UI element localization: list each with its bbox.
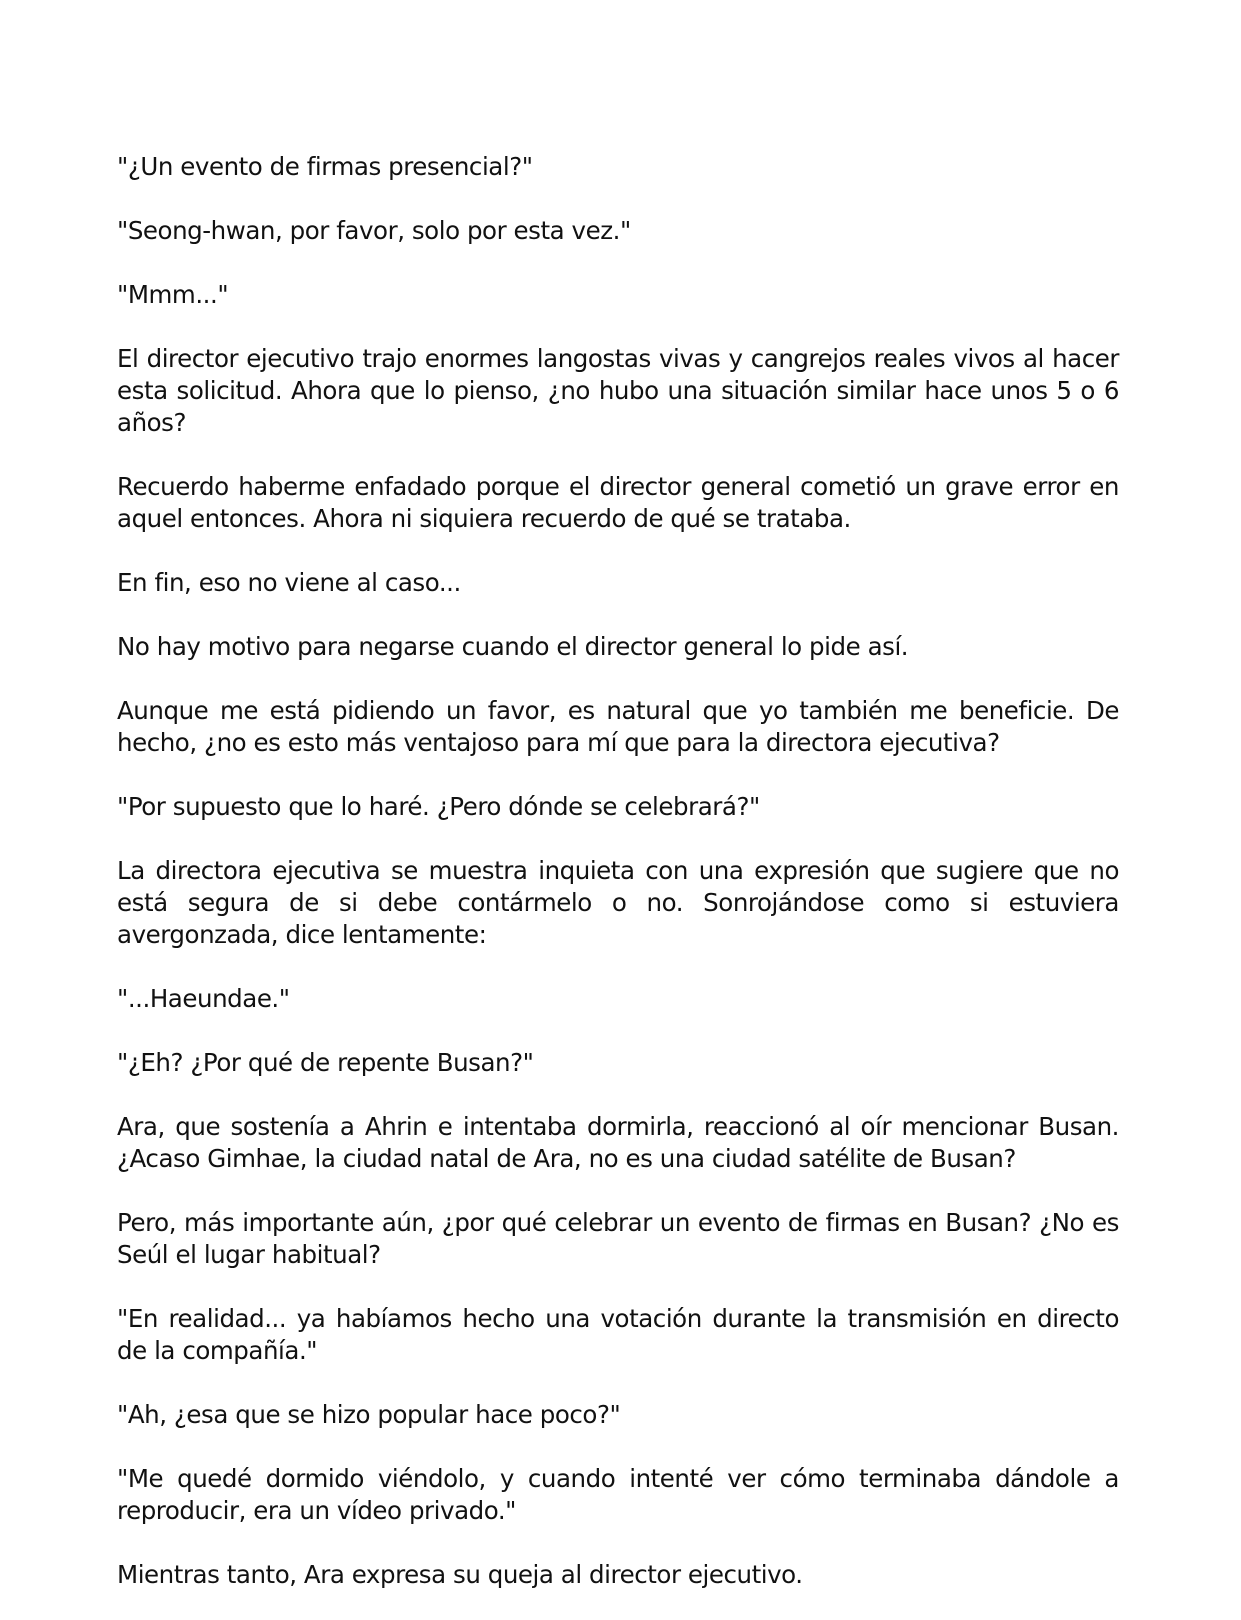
paragraph-9: "Por supuesto que lo haré. ¿Pero dónde se celebrará?"	[117, 792, 760, 821]
paragraph-16: "Ah, ¿esa que se hizo popular hace poco?"	[117, 1400, 621, 1429]
paragraph-8: Aunque me está pidiendo un favor, es natural que yo también me beneficie. De hecho, ¿no es esto más ventajoso para mí que para la directora ejecutiva?	[117, 696, 1119, 757]
paragraph-4: El director ejecutivo trajo enormes langostas vivas y cangrejos reales vivos al hacer esta solicitud. Ahora que lo pienso, ¿no hubo una situación similar hace unos 5 o 6 años?	[117, 344, 1119, 437]
paragraph-13: Ara, que sostenía a Ahrin e intentaba dormirla, reaccionó al oír mencionar Busan. ¿Acaso Gimhae, la ciudad natal de Ara, no es una ciudad satélite de Busan?	[117, 1112, 1119, 1173]
paragraph-1: "¿Un evento de firmas presencial?"	[117, 152, 533, 181]
document-body	[117, 151, 1119, 1620]
paragraph-12: "¿Eh? ¿Por qué de repente Busan?"	[117, 1048, 534, 1077]
paragraph-7: No hay motivo para negarse cuando el director general lo pide así.	[117, 632, 909, 661]
paragraph-15: "En realidad... ya habíamos hecho una votación durante la transmisión en directo de la compañía."	[117, 1304, 1119, 1365]
paragraph-10: La directora ejecutiva se muestra inquieta con una expresión que sugiere que no está segura de si debe contármelo o no. Sonrojándose como si estuviera avergonzada, dice lentamente:	[117, 856, 1119, 949]
paragraph-6: En fin, eso no viene al caso...	[117, 568, 461, 597]
paragraph-18: Mientras tanto, Ara expresa su queja al director ejecutivo.	[117, 1560, 803, 1589]
paragraph-5: Recuerdo haberme enfadado porque el director general cometió un grave error en aquel entonces. Ahora ni siquiera recuerdo de qué se trataba.	[117, 472, 1119, 533]
paragraph-3: "Mmm..."	[117, 280, 229, 309]
paragraph-2: "Seong-hwan, por favor, solo por esta vez."	[117, 216, 631, 245]
paragraph-11: "...Haeundae."	[117, 984, 290, 1013]
paragraph-14: Pero, más importante aún, ¿por qué celebrar un evento de firmas en Busan? ¿No es Seúl el lugar habitual?	[117, 1208, 1119, 1269]
paragraph-17: "Me quedé dormido viéndolo, y cuando intenté ver cómo terminaba dándole a reproducir, era un vídeo privado."	[117, 1464, 1119, 1525]
